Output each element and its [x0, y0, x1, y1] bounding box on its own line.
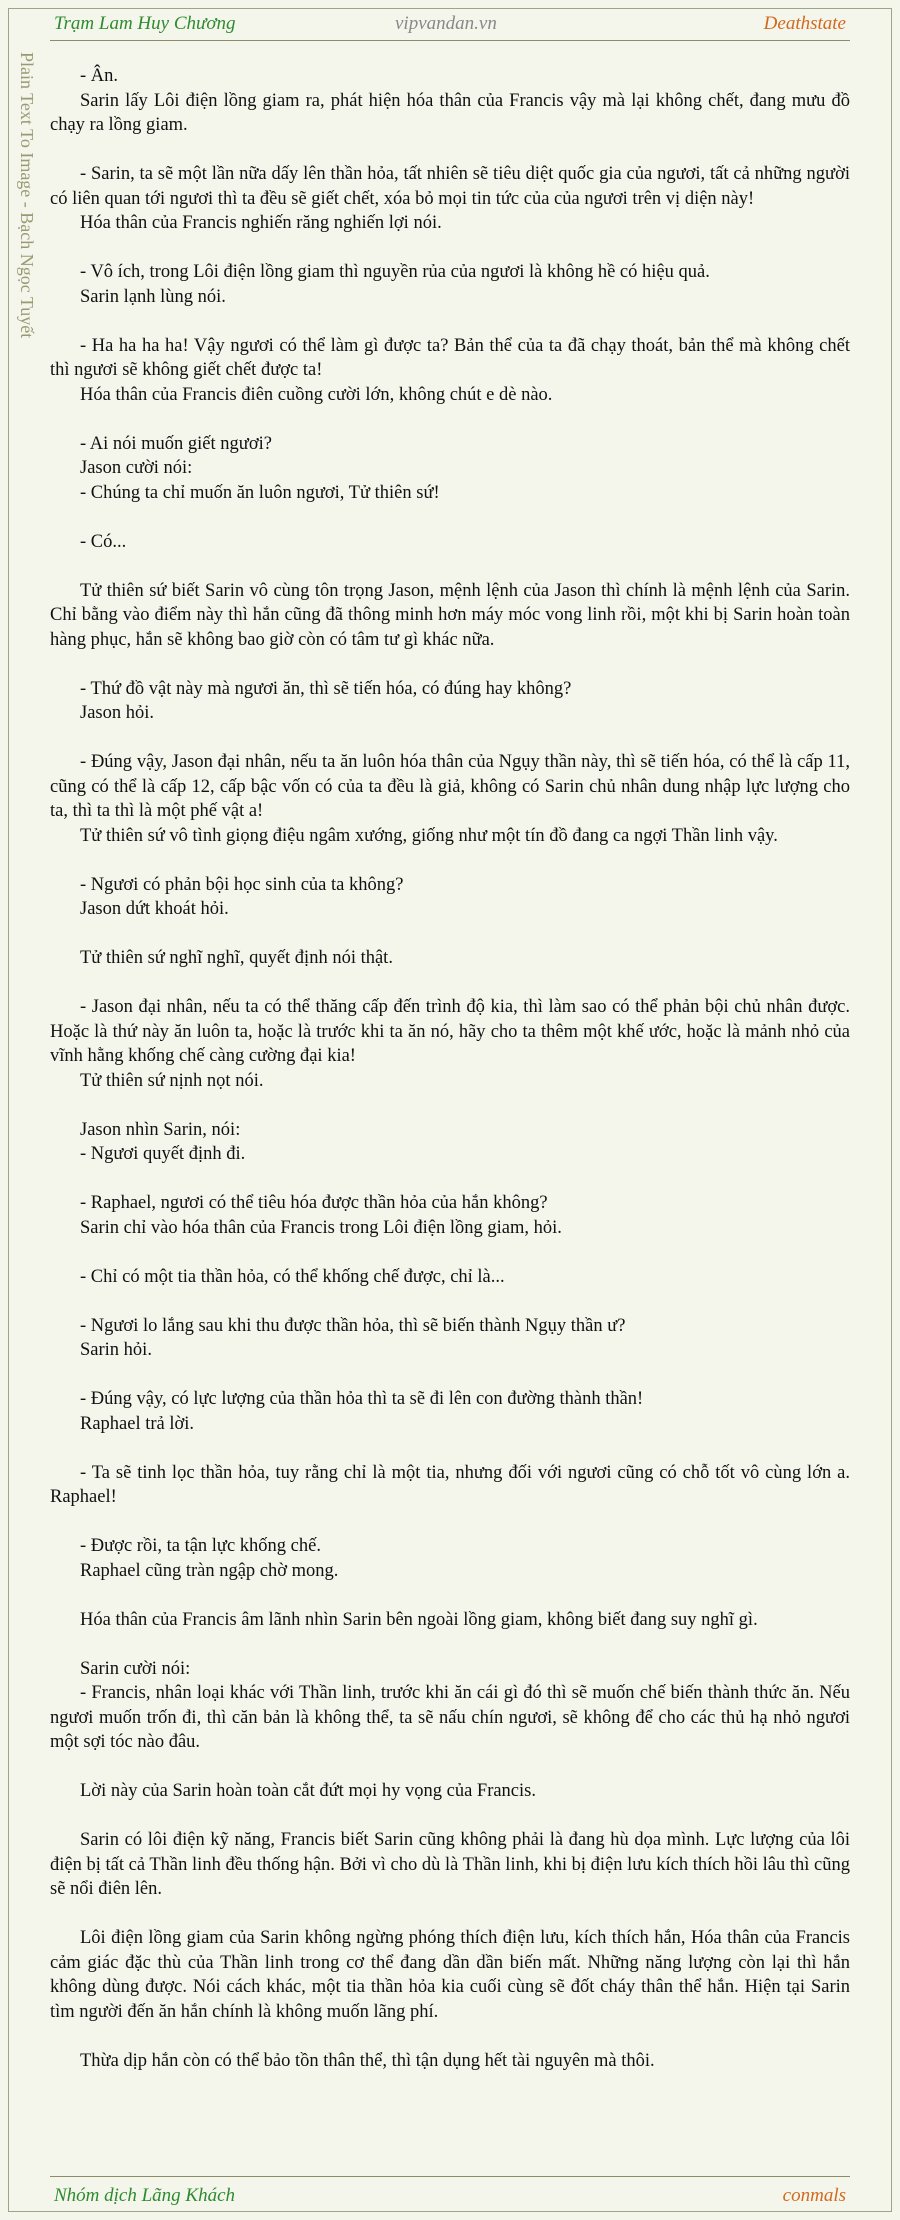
- paragraph: [50, 1118, 850, 1167]
- text-line: Sarin lấy Lôi điện lồng giam ra, phát hiện hóa thân của Francis vậy mà lại không chết, đang mưu đồ chạy ra lồng giam.: [50, 90, 850, 135]
- text-line: - Ai nói muốn giết ngươi?: [80, 433, 272, 454]
- text-line: Hóa thân của Francis nghiến răng nghiến lợi nói.: [80, 213, 442, 233]
- paragraph: [50, 873, 850, 922]
- paragraph: [50, 1608, 850, 1633]
- text-line: Jason dứt khoát hỏi.: [80, 899, 229, 919]
- text-line: - Ngươi lo lắng sau khi thu được thần hỏa, thì sẽ biến thành Ngụy thần ư?: [80, 1315, 626, 1336]
- paragraph: [50, 260, 850, 309]
- text-line: - Đúng vậy, có lực lượng của thần hỏa thì ta sẽ đi lên con đường thành thần!: [80, 1389, 644, 1409]
- text-line: Hóa thân của Francis âm lãnh nhìn Sarin bên ngoài lồng giam, không biết đang suy nghĩ gì.: [80, 1609, 758, 1630]
- text-line: Tử thiên sứ vô tình giọng điệu ngâm xướng, giống như một tín đồ đang ca ngợi Thần linh vậy.: [80, 825, 778, 846]
- text-line: - Raphael, ngươi có thể tiêu hóa được thần hỏa của hắn không?: [80, 1193, 548, 1213]
- footer-translator: Nhóm dịch Lãng Khách: [54, 2185, 236, 2206]
- paragraph: [50, 1779, 850, 1804]
- text-line: - Sarin, ta sẽ một lần nữa dấy lên thần hỏa, tất nhiên sẽ tiêu diệt quốc gia của ngươi, tất cả những người có liên quan tới ngươi thì ta đều sẽ giết chết, xóa bỏ mọi tin tức của của ngươi trên vị diện này!: [50, 164, 850, 209]
- paragraph: [50, 432, 850, 506]
- paragraph: [50, 162, 850, 236]
- text-line: - Đúng vậy, Jason đại nhân, nếu ta ăn luôn hóa thân của Ngụy thần này, thì sẽ tiến hóa, có thể là cấp 11, cũng có thể là cấp 12, cấp bậc vốn có của ta đều là giả, không có Sarin chủ nhân dung nhập lực lượng cho ta, thì ta thì là một phế vật a!: [50, 752, 850, 821]
- header-author: Deathstate: [763, 13, 846, 34]
- text-line: - Có...: [80, 531, 127, 552]
- paragraph: [50, 579, 850, 653]
- paragraph: [50, 1534, 850, 1583]
- text-line: - Jason đại nhân, nếu ta có thể thăng cấp đến trình độ kia, thì làm sao có thể phản bội chủ nhân được. Hoặc là thứ này ăn luôn ta, hoặc là trước khi ta ăn nó, hãy cho ta thêm một khế ước, hoặc là mảnh nhỏ của vĩnh hằng khống chế càng cường đại kia!: [50, 997, 850, 1066]
- paragraph: [50, 64, 850, 138]
- text-line: - Chúng ta chỉ muốn ăn luôn ngươi, Tử thiên sứ!: [80, 482, 440, 503]
- text-line: Jason hỏi.: [80, 703, 154, 723]
- text-line: Sarin có lôi điện kỹ năng, Francis biết Sarin cũng không phải là đang hù dọa mình. Lực lượng của lôi điện bị tất cả Thần linh đều thống hận. Bởi vì cho dù là Thần linh, khi bị điện lưu kích thích hồi lâu thì cũng sẽ nổi điên lên.: [50, 1830, 850, 1899]
- text-line: - Vô ích, trong Lôi điện lồng giam thì nguyền rủa của ngươi là không hề có hiệu quả.: [80, 262, 710, 282]
- text-line: Thừa dịp hắn còn có thể bảo tồn thân thể, thì tận dụng hết tài nguyên mà thôi.: [80, 2050, 655, 2071]
- text-line: Tử thiên sứ biết Sarin vô cùng tôn trọng Jason, mệnh lệnh của Jason thì chính là mệnh lệnh của Sarin. Chỉ bằng vào điểm này thì hắn cũng đã thông minh hơn máy móc vong linh rồi, một khi bị Sarin hoàn toàn hàng phục, hắn sẽ không bao giờ còn có tâm tư gì khác nữa.: [50, 580, 850, 650]
- text-line: Sarin chỉ vào hóa thân của Francis trong Lôi điện lồng giam, hỏi.: [80, 1217, 562, 1238]
- text-line: Hóa thân của Francis điên cuồng cười lớn, không chút e dè nào.: [80, 384, 553, 405]
- page-header: [50, 10, 850, 41]
- story-content: [50, 64, 850, 2098]
- paragraph: [50, 1387, 850, 1436]
- paragraph: [50, 1191, 850, 1240]
- text-line: Sarin lạnh lùng nói.: [80, 286, 226, 307]
- text-line: - Ngươi có phản bội học sinh của ta không?: [80, 874, 404, 895]
- text-line: - Được rồi, ta tận lực khống chế.: [80, 1536, 321, 1556]
- text-line: Lời này của Sarin hoàn toàn cắt đứt mọi hy vọng của Francis.: [80, 1781, 536, 1801]
- text-line: Tử thiên sứ nghĩ nghĩ, quyết định nói thật.: [80, 948, 393, 968]
- text-line: - Ngươi quyết định đi.: [80, 1144, 246, 1164]
- paragraph: [50, 334, 850, 408]
- text-line: Tử thiên sứ nịnh nọt nói.: [80, 1070, 264, 1091]
- text-line: - Ân.: [80, 66, 119, 86]
- footer-editor: conmals: [782, 2185, 846, 2206]
- header-site-name: Trạm Lam Huy Chương: [54, 13, 236, 34]
- text-line: - Chỉ có một tia thần hỏa, có thể khống chế được, chỉ là...: [80, 1266, 505, 1287]
- text-line: - Thứ đồ vật này mà ngươi ăn, thì sẽ tiến hóa, có đúng hay không?: [80, 678, 572, 699]
- text-line: - Francis, nhân loại khác với Thần linh, trước khi ăn cái gì đó thì sẽ muốn chế biến thành thức ăn. Nếu ngươi muốn trốn đi, thì căn bản là không thể, ta sẽ nấu chín ngươi, sẽ không để cho các thủ hạ nhỏ ngươi một sợi tóc nào đâu.: [50, 1683, 850, 1752]
- text-line: Jason nhìn Sarin, nói:: [80, 1119, 241, 1140]
- paragraph: [50, 1265, 850, 1290]
- paragraph: [50, 750, 850, 848]
- paragraph: [50, 1461, 850, 1510]
- page-footer: [50, 2176, 850, 2207]
- header-website: vipvandan.vn: [395, 13, 497, 34]
- text-line: Sarin cười nói:: [80, 1658, 191, 1679]
- paragraph: [50, 946, 850, 971]
- paragraph: [50, 1657, 850, 1755]
- paragraph: [50, 995, 850, 1093]
- paragraph: [50, 2049, 850, 2074]
- text-line: Raphael trả lời.: [80, 1413, 195, 1434]
- paragraph: [50, 677, 850, 726]
- paragraph: [50, 1828, 850, 1902]
- text-line: Lôi điện lồng giam của Sarin không ngừng phóng thích điện lưu, kích thích hắn, Hóa thân của Francis cảm giác đặc thù của Thần linh trong cơ thể đang dần dần biến mất. Những năng lượng còn lại thì hắn không dùng được. Nói cách khác, một tia thần hỏa kia cuối cùng sẽ đốt cháy thân thể hắn. Hiện tại Sarin tìm người đến ăn hắn chính là không muốn lãng phí.: [50, 1928, 850, 2022]
- paragraph: [50, 1314, 850, 1363]
- text-line: Sarin hỏi.: [80, 1340, 152, 1360]
- sidebar-watermark: Plain Text To Image - Bạch Ngọc Tuyết: [17, 52, 37, 339]
- text-line: - Ta sẽ tinh lọc thần hỏa, tuy rằng chỉ là một tia, nhưng đối với ngươi cũng có chỗ tốt vô cùng lớn a. Raphael!: [50, 1462, 850, 1507]
- text-line: - Ha ha ha ha! Vậy ngươi có thể làm gì được ta? Bản thể của ta đã chạy thoát, bản thể mà không chết thì ngươi sẽ không giết chết được ta!: [50, 335, 850, 380]
- paragraph: [50, 1926, 850, 2024]
- text-line: Jason cười nói:: [80, 458, 193, 478]
- paragraph: [50, 530, 850, 555]
- text-line: Raphael cũng tràn ngập chờ mong.: [80, 1560, 339, 1581]
